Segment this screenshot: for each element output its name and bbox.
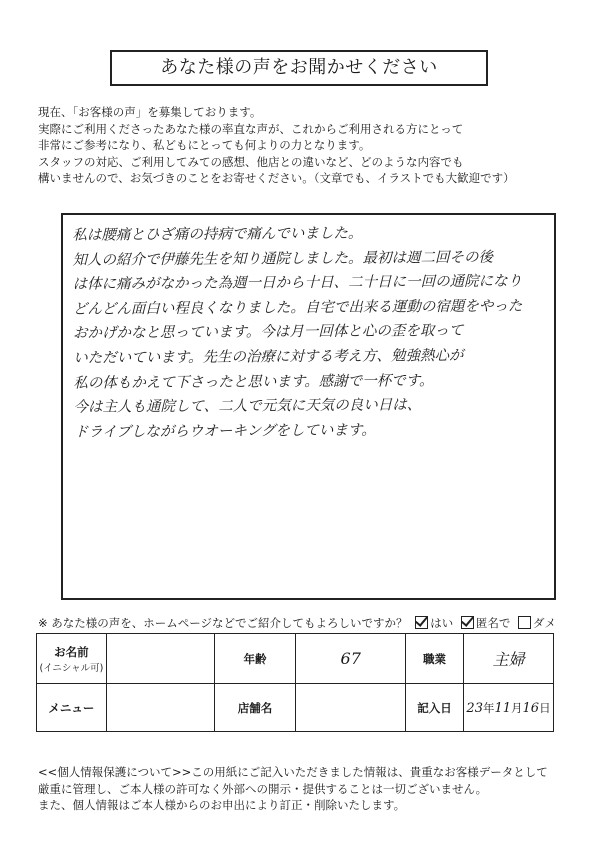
date-day-unit: 日 [539,700,551,715]
handwritten-line: いただいています。先生の治療に対する考え方、勉強熱心が [73,347,464,367]
handwritten-line: 私は腰痛とひざ痛の持病で痛んでいました。 [72,225,363,244]
intro-text [38,104,578,187]
store-label: 店舗名 [214,684,296,732]
handwritten-line: 知人の紹介で伊藤先生を知り通院しました。最初は週二回その後 [72,249,494,269]
job-value[interactable]: 主婦 [463,634,553,684]
store-value[interactable] [296,684,406,732]
age-label: 年齢 [214,634,296,684]
info-table [36,633,554,732]
checkbox-no-label: ダメ [533,616,557,630]
name-value[interactable] [106,634,214,684]
name-label [37,634,107,684]
privacy-line: <<個人情報保護について>>この用紙にご記入いただきました情報は、貴重なお客様データとして [38,765,548,779]
handwritten-comment [72,220,544,445]
date-month-unit: 月 [511,700,523,715]
intro-line: 構いませんので、お気づきのことをお寄せください。（文章でも、イラストでも大歓迎です） [38,171,515,185]
handwritten-line: 今は主人も通院して、二人で元気に天気の良い日は、 [73,397,422,416]
job-label: 職業 [406,634,464,684]
date-month: 11 [494,700,512,716]
privacy-notice [38,764,578,814]
date-year-unit: 年 [482,700,495,715]
intro-line: 現在、「お客様の声」を募集しております。 [38,105,262,119]
checkbox-anonymous[interactable] [461,616,474,629]
consent-question: ※ あなた様の声を、ホームページなどでご紹介してもよろしいですか？ [38,616,408,630]
page-title: あなた様の声をお聞かせください [110,50,488,86]
date-value[interactable] [463,684,553,732]
privacy-line: また、個人情報はご本人様からのお申出により訂正・削除いたします。 [38,798,406,812]
date-year: 23 [466,700,483,716]
name-label-text: お名前 [54,644,89,659]
handwritten-line: は体に痛みがなかった為週一日から十日、二十日に一回の通院になり [72,273,523,293]
handwritten-line: おかげかなと思っています。今は月一回体と心の歪を取って [72,323,464,343]
intro-line: スタッフの対応、ご利用してみての感想、他店との違いなど、どのような内容でも [38,154,464,169]
date-label: 記入日 [406,684,464,732]
intro-line: 非常にご参考になり、私どもにとっても何よりの力となります。 [38,138,371,152]
handwritten-line: ドライブしながらウオーキングをしています。 [73,422,376,441]
checkbox-anonymous-label: 匿名で [475,616,511,630]
menu-label: メニュー [37,684,107,732]
checkbox-yes-label: はい [430,616,454,630]
handwritten-line: どんどん面白い程良くなりました。自宅で出来る運動の宿題をやった [72,298,523,318]
checkbox-yes[interactable] [415,616,428,629]
handwritten-line: 私の体もかえて下さったと思います。感謝で一杯です。 [73,372,434,392]
intro-line: 実際にご利用くださったあなた様の率直な声が、これからご利用される方にとって [38,121,464,136]
consent-row [38,615,556,631]
date-day: 16 [522,700,540,716]
checkbox-no[interactable] [518,616,531,629]
name-sublabel: (イニシャル可) [39,662,104,674]
menu-value[interactable] [106,684,214,732]
privacy-line: 厳重に管理し、ご本人様の許可なく外部への開示・提供することは一切ございません。 [38,781,488,796]
age-value[interactable]: 67 [296,634,406,684]
